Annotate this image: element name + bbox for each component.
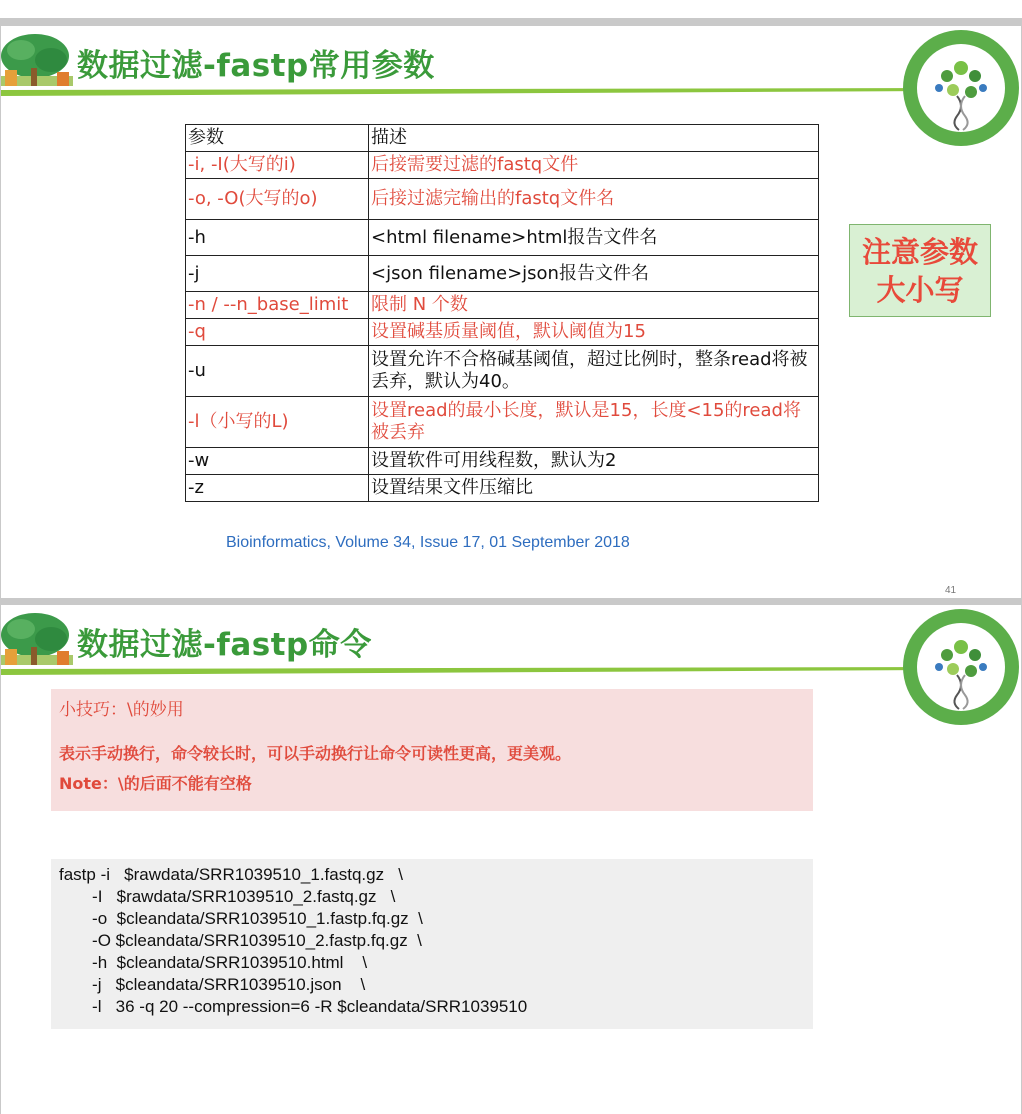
page-title: 数据过滤-fastp常用参数 [77, 48, 435, 84]
desc-cell: 设置软件可用线程数，默认为2 [369, 448, 819, 475]
table-row [186, 448, 819, 475]
table-row [186, 292, 819, 319]
desc-cell: 设置结果文件压缩比 [369, 475, 819, 502]
biotrainee-logo-icon [899, 605, 1021, 729]
code-line: -h $cleandata/SRR1039510.html \ [59, 953, 368, 972]
param-cell: -i, -I(大写的i) [186, 152, 369, 179]
param-cell: -w [186, 448, 369, 475]
code-block [51, 859, 813, 1029]
page-title: 数据过滤-fastp命令 [77, 627, 372, 663]
note-line-2: 大小写 [876, 273, 964, 307]
code-line: -I $rawdata/SRR1039510_2.fastq.gz \ [59, 887, 396, 906]
code-line: -j $cleandata/SRR1039510.json \ [59, 975, 366, 994]
page-number: 41 [945, 585, 957, 596]
top-strip [0, 0, 1022, 18]
slide-header [1, 26, 1021, 100]
case-sensitivity-note [849, 224, 991, 317]
desc-cell: <html filename>html报告文件名 [369, 220, 819, 256]
tip-note: Note：\的后面不能有空格 [59, 774, 252, 793]
citation-text: Bioinformatics, Volume 34, Issue 17, 01 September 2018 [226, 534, 630, 551]
params-table [185, 124, 819, 502]
param-cell: -h [186, 220, 369, 256]
desc-cell: 设置碱基质量阈值，默认阈值为15 [369, 319, 819, 346]
title-underline [1, 88, 931, 96]
desc-cell: 设置read的最小长度，默认是15，长度<15的read将被丢弃 [369, 397, 819, 448]
param-cell: -u [186, 346, 369, 397]
param-cell: -n / --n_base_limit [186, 292, 369, 319]
table-row [186, 152, 819, 179]
param-cell: -l（小写的L) [186, 397, 369, 448]
param-cell: -q [186, 319, 369, 346]
tree-decoration-icon [1, 32, 73, 90]
table-row [186, 256, 819, 292]
param-cell: -z [186, 475, 369, 502]
code-line: -l 36 -q 20 --compression=6 -R $cleandata/SRR1039510 [59, 997, 528, 1016]
title-underline [1, 667, 931, 675]
table-row [186, 179, 819, 220]
note-line-1: 注意参数 [861, 235, 978, 269]
table-row [186, 397, 819, 448]
slide-fastp-params [1, 26, 1021, 598]
tree-decoration-icon [1, 611, 73, 669]
table-header-row [186, 125, 819, 152]
header-cell-param: 参数 [186, 125, 369, 152]
param-cell: -j [186, 256, 369, 292]
desc-cell: 后接过滤完输出的fastq文件名 [369, 179, 819, 220]
param-cell: -o, -O(大写的o) [186, 179, 369, 220]
biotrainee-logo-icon [899, 26, 1021, 150]
tip-box [51, 689, 813, 811]
desc-cell: 限制 N 个数 [369, 292, 819, 319]
code-line: -O $cleandata/SRR1039510_2.fastp.fq.gz \ [59, 931, 422, 950]
table-row [186, 220, 819, 256]
header-cell-desc: 描述 [369, 125, 819, 152]
code-line: -o $cleandata/SRR1039510_1.fastp.fq.gz \ [59, 909, 423, 928]
code-line: fastp -i $rawdata/SRR1039510_1.fastq.gz \ [59, 865, 403, 884]
table-row [186, 319, 819, 346]
table-row [186, 475, 819, 502]
desc-cell: <json filename>json报告文件名 [369, 256, 819, 292]
slide-header [1, 605, 1021, 679]
desc-cell: 设置允许不合格碱基阈值，超过比例时，整条read将被丢弃，默认为40。 [369, 346, 819, 397]
desc-cell: 后接需要过滤的fastq文件 [369, 152, 819, 179]
slide-fastp-command [1, 605, 1021, 1114]
tip-description: 表示手动换行，命令较长时，可以手动换行让命令可读性更高，更美观。 [59, 744, 572, 763]
table-row [186, 346, 819, 397]
tip-title: 小技巧：\的妙用 [59, 700, 184, 720]
